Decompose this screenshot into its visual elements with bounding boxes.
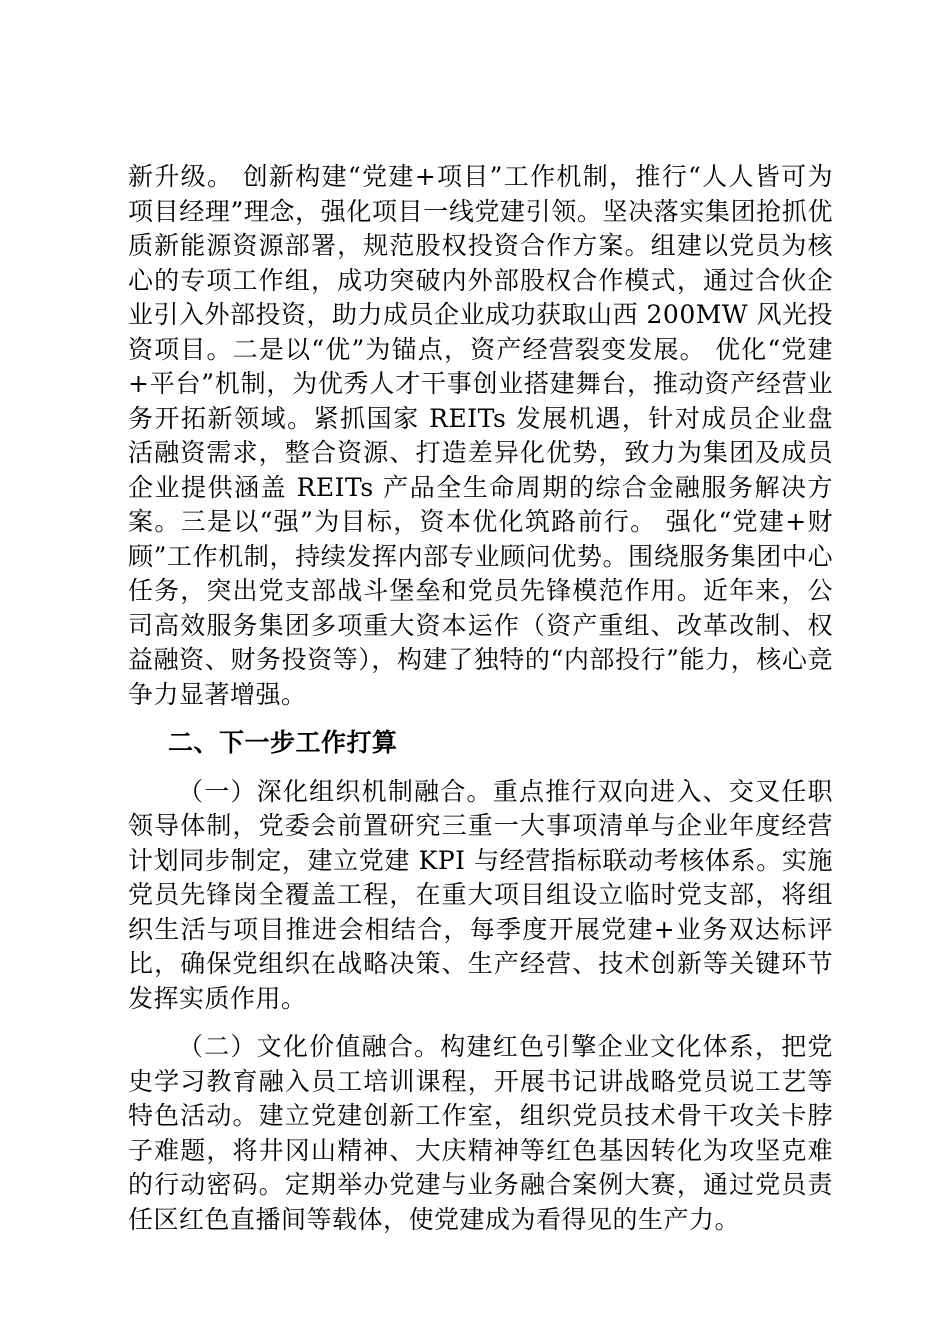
- document-page: [128, 160, 833, 1237]
- body-paragraph-2: （一）深化组织机制融合。重点推行双向进入、交叉任职领导体制，党委会前置研究三重一大事项清单与企业年度经营计划同步制定，建立党建 KPI 与经营指标联动考核体系。实施党员先锋岗全覆盖工程，在重大项目组设立临时党支部，将组织生活与项目推进会相结合，每季度开展党建+业务双达标评比，确保党组织在战略决策、生产经营、技术创新等关键环节发挥实质作用。: [128, 776, 833, 1013]
- section-heading-next-steps: 二、下一步工作打算: [168, 728, 398, 757]
- body-paragraph-3: （二）文化价值融合。构建红色引擎企业文化体系，把党史学习教育融入员工培训课程，开展书记讲战略党员说工艺等特色活动。建立党建创新工作室，组织党员技术骨干攻关卡脖子难题，将井冈山精神、大庆精神等红色基因转化为攻坚克难的行动密码。定期举办党建与业务融合案例大赛，通过党员责任区红色直播间等载体，使党建成为看得见的生产力。: [128, 1032, 833, 1234]
- paragraph-spacer: [128, 1016, 833, 1030]
- body-paragraph-1: 新升级。 创新构建“党建+项目”工作机制，推行“人人皆可为项目经理”理念，强化项目一线党建引领。坚决落实集团抢抓优质新能源资源部署，规范股权投资合作方案。组建以党员为核心的专项工作组，成功突破内外部股权合作模式，通过合伙企业引入外部投资，助力成员企业成功获取山西 200MW 风光投资项目。二是以“优”为锚点，资产经营裂变发展。 优化“党建+平台”机制，为优秀人才干事创业搭建舞台，推动资产经营业务开拓新领域。紧抓国家 REITs 发展机遇，针对成员企业盘活融资需求，整合资源、打造差异化优势，致力为集团及成员企业提供涵盖 REITs 产品全生命周期的综合金融服务解决方案。三是以“强”为目标，资本优化筑路前行。 强化“党建+财顾”工作机制，持续发挥内部专业顾问优势。围绕服务集团中心任务，突出党支部战斗堡垒和党员先锋模范作用。近年来，公司高效服务集团多项重大资本运作（资产重组、改革改制、权益融资、财务投资等），构建了独特的“内部投行”能力，核心竞争力显著增强。: [128, 162, 833, 709]
